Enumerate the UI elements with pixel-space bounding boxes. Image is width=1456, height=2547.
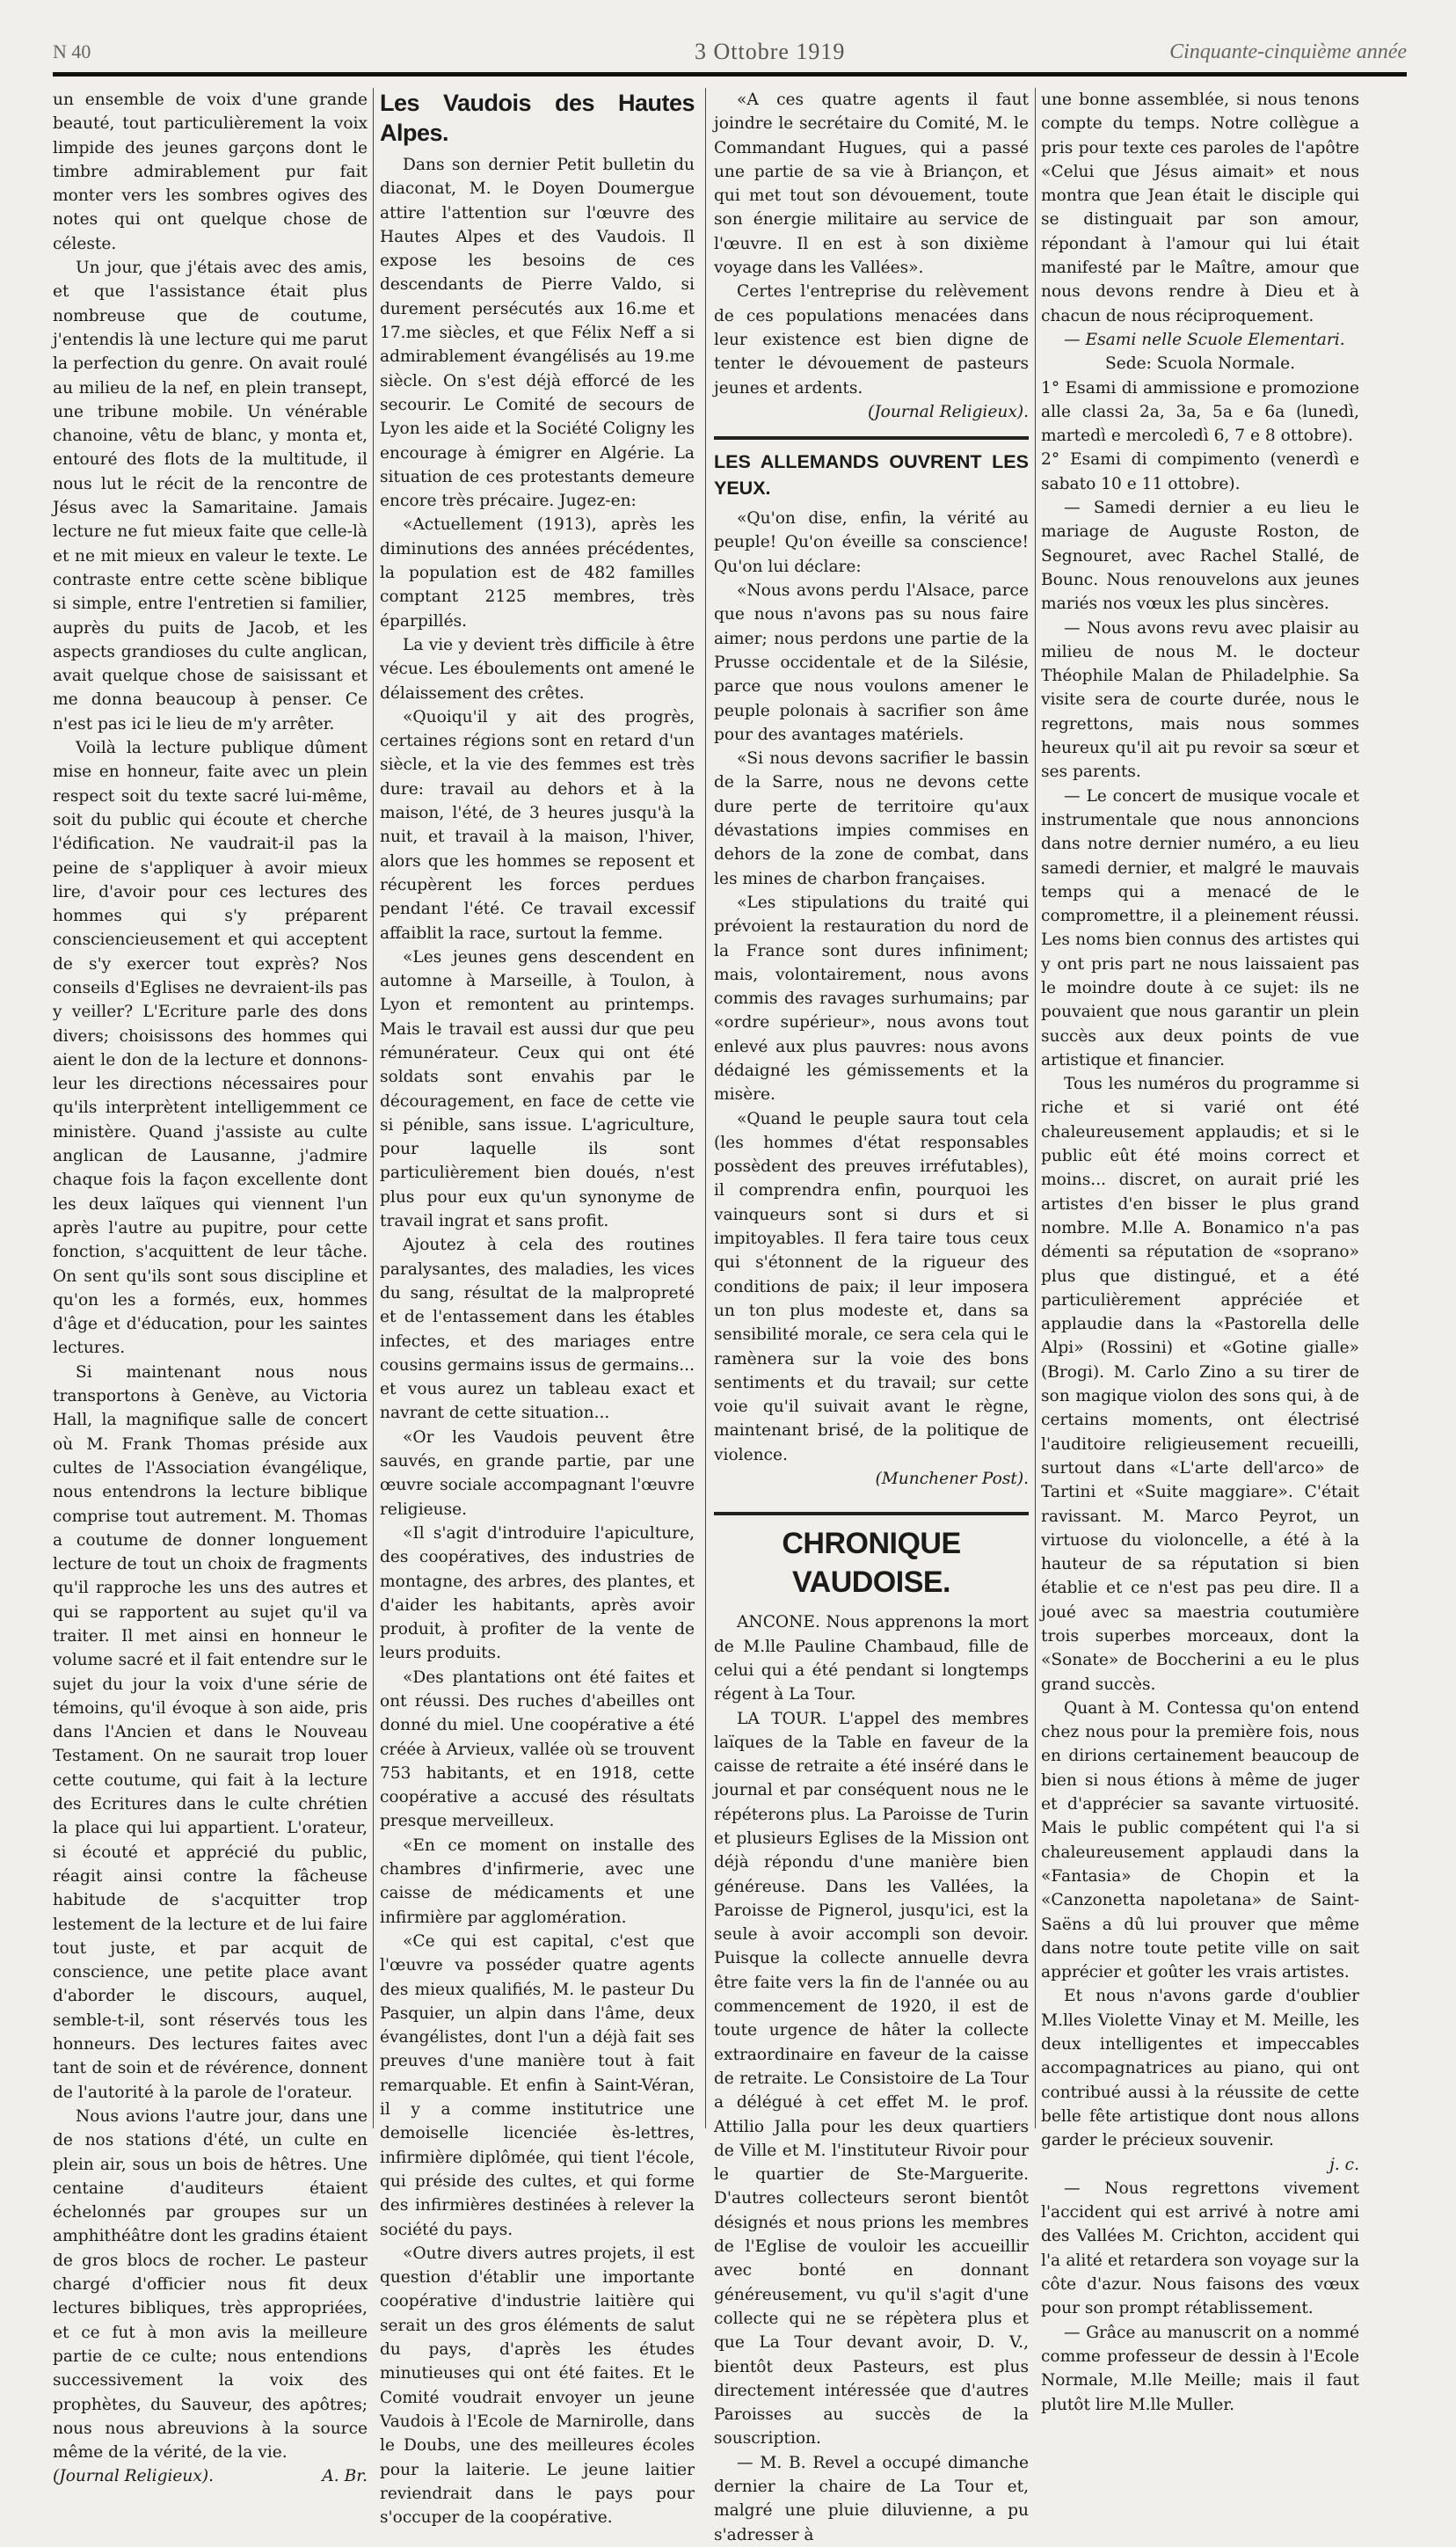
- paragraph: ANCONE. Nous apprenons la mort de M.lle Pauline Chambaud, fille de celui qui a été pendant si longtemps régent à La Tour.: [714, 1613, 1029, 1704]
- paragraph: «A ces quatre agents il faut joindre le secrétaire du Comité, M. le Commandant Hugues, qui a passé une partie de sa vie à Briançon, et qui met tout son dévouement, toute son énergie militaire au service de l'œuvre. Il en est à son dixième voyage dans les Vallées».: [714, 91, 1029, 278]
- paragraph: «Or les Vaudois peuvent être sauvés, en grande partie, par une œuvre sociale accompagnant l'œuvre religieuse.: [380, 1427, 695, 1519]
- paragraph: — M. B. Revel a occupé dimanche dernier la chaire de La Tour et, malgré une pluie diluvienne, a pu s'adresser à: [714, 2453, 1029, 2544]
- paragraph: LA TOUR. L'appel des membres laïques de la Table en faveur de la caisse de retraite a été inséré dans le journal et par conséquent nous ne le répéterons plus. La Paroisse de Turin et plusieurs Eglises de la Mission ont déjà répondu d'une manière bien généreuse. Dans les Vallées, la Paroisse de Pignerol, jusqu'ici, est la seule à avoir accompli son devoir. Puisque la collecte annuelle devra être faite vers la fin de l'année ou au commencement de 1920, il est de toute urgence de hâter la collecte extraordinaire en faveur de la caisse de retraite. Le Consistoire de La Tour a délégué à cet effet M. le prof. Attilio Jalla pour les deux quartiers de Ville et M. l'instituteur Rivoir pour le quartier de Ste-Marguerite. D'autres collecteurs seront bientôt désignés et nous prions les membres de l'Eglise de vouloir les accueillir avec bonté en donnant généreusement, vu qu'il s'agit d'une collecte qui ne se répètera plus et que La Tour devant avoir, D. V., bientôt deux Pasteurs, est plus directement intéressée que d'autres Paroisses au succès de la souscription.: [714, 1709, 1029, 2448]
- paragraph: «Les jeunes gens descendent en automne à Marseille, à Toulon, à Lyon et remontent au printemps. Mais le travail est aussi dur que peu rémunérateur. Ceux qui ont été soldats sont envahis par le découragement, en face de cette vie si pénible, sans issue. L'agriculture, pour laquelle ils sont particulièrement bien doués, n'est plus pour eux qu'un synonyme de travail ingrat et sans profit.: [380, 947, 695, 1231]
- paragraph: Voilà la lecture publique dûment mise en honneur, faite avec un plein respect soit du texte sacré lui-même, soit du public qui écoute et cherche l'édification. Ne vaudrait-il pas la peine de s'appliquer à avoir mieux lire, d'avoir pour ces lectures des hommes qui s'y préparent consciencieusement et qui acceptent de s'y exercer tout exprès? Nos conseils d'Eglises ne devraient-ils pas y veiller? L'Ecriture parle des dons divers; choisissons des hommes qui aient le don de la lecture et donnons-leur les directions nécessaires pour qu'ils interprètent intelligemment ce ministère. Quand j'assiste au culte anglican de Lausanne, j'admire chaque fois la façon excellente dont les deux laïques qui viennent l'un après l'autre au pupitre, pour cette fonction, s'acquittent de leur tâche. On sent qu'ils sont sous discipline et qu'on les a formés, eux, hommes d'âge et d'éducation, pour les saintes lectures.: [53, 739, 368, 1358]
- paragraph: «Des plantations ont été faites et ont réussi. Des ruches d'abeilles ont donné du miel. Une coopérative a été créée à Arvieux, vallée où se trouvent 753 habitants, et en 1918, cette coopérative a accusé des résultats presque merveilleux.: [380, 1668, 695, 1831]
- paragraph: Et nous n'avons garde d'oublier M.lles Violette Vinay et M. Meille, les deux intelligentes et impeccables accompagnatrices au piano, qui ont contribué aussi à la réussite de cette belle fête artistique dont nous allons garder le précieux souvenir.: [1041, 1987, 1359, 2150]
- paragraph: «Il s'agit d'introduire l'apiculture, des coopératives, des industries de montagne, des arbres, des plantes, et d'aider les habitants, après avoir produit, à profiter de la vente de leurs produits.: [380, 1523, 695, 1663]
- paragraph: Certes l'entreprise du relèvement de ces populations menacées dans leur existence est bien digne de tenter le dévouement de pasteurs jeunes et ardents.: [714, 282, 1029, 398]
- article-signature: [53, 2464, 368, 2488]
- paragraph: — Grâce au manuscrit on a nommé comme professeur de dessin à l'Ecole Normale, M.lle Meille; mais il faut plutôt lire M.lle Muller.: [1041, 2323, 1359, 2414]
- paragraph: — Nous avons revu avec plaisir au milieu de nous M. le docteur Théophile Malan de Philadelphie. Sa visite sera de courte durée, nous le regrettons, mais nous sommes heureux qu'il ait pu revoir sa sœur et ses parents.: [1041, 618, 1359, 782]
- article-headline: LES ALLEMANDS OUVRENT LES YEUX.: [714, 436, 1029, 501]
- paragraph: 1° Esami di ammissione e promozione alle classi 2a, 3a, 5a e 6a (lunedì, martedì e mercoledì 6, 7 e 8 ottobre).: [1041, 378, 1359, 446]
- paragraph: Ajoutez à cela des routines paralysantes, des maladies, les vices du sang, résultat de la malpropreté et de l'entassement dans les étables infectes, et des mariages entre cousins germains issus de germains... et vous aurez un tableau exact et navrant de cette situation...: [380, 1236, 695, 1423]
- paragraph: une bonne assemblée, si nous tenons compte du temps. Notre collègue a pris pour texte ces paroles de l'apôtre «Celui que Jésus aimait» et nous montra que Jean était le disciple qui se distinguait par son amour, répondant à l'amour qui lui était manifesté par le Maître, amour que nous devons rendre à Dieu et à chacun de nous réciproquement.: [1041, 91, 1359, 325]
- masthead: [53, 35, 1407, 77]
- paragraph: La vie y devient très difficile à être vécue. Les éboulements ont amené le délaissement des crêtes.: [380, 635, 695, 703]
- column-1: [53, 88, 368, 2486]
- paragraph: «Ce qui est capital, c'est que l'œuvre va posséder quatre agents des mieux qualifiés, M. le pasteur Du Pasquier, un alpin dans l'âme, deux évangélistes, dont l'un a déjà fait ses preuves d'une manière tout à fait remarquable. Et enfin à Saint-Véran, il y a comme institutrice une demoiselle licenciée ès-lettres, infirmière diplômée, qui tient l'école, qui préside des cultes, et qui forme des infirmières destinées à relever la société du pays.: [380, 1931, 695, 2239]
- paragraph: «En ce moment on installe des chambres d'infirmerie, avec une caisse de médicaments et une infirmière par agglomération.: [380, 1835, 695, 1927]
- article-author: A. Br.: [322, 2467, 368, 2486]
- paragraph: «Actuellement (1913), après les diminutions des années précédentes, la population est de 482 familles comptant 2125 membres, très éparpillés.: [380, 515, 695, 631]
- article-source: (Journal Religieux).: [53, 2467, 215, 2486]
- paragraph: un ensemble de voix d'une grande beauté, tout particulièrement la voix limpide des jeunes garçons dont le timbre admirablement pur fait monter vers les sombres ogives des notes qui ont quelque chose de céleste.: [53, 91, 368, 253]
- column-rule: [373, 88, 374, 2128]
- paragraph: Sede: Scuola Normale.: [1104, 354, 1296, 374]
- paragraph: «Outre divers autres projets, il est question d'établir une importante coopérative d'industrie laitière qui serait un des gros éléments de salut du pays, d'après les études minutieuses qui ont été faites. Et le Comité voudrait envoyer un jeune Vaudois à l'Ecole de Marnirolle, dans le Doubs, une des meilleures écoles pour la laiterie. Le jeune laitier reviendrait dans le pays pour s'occuper de la coopérative.: [380, 2244, 695, 2528]
- column-2: [380, 88, 695, 2528]
- paragraph: — Esami nelle Scuole Elementari.: [1064, 330, 1345, 349]
- paragraph: Quant à M. Contessa qu'on entend chez nous pour la première fois, nous en dirions certainement beaucoup de bien si nous étions à même de juger et d'apprécier sa savante virtuosité. Mais le public compétent qui l'a si chaleureusement applaudi dans la «Fantasia» de Chopin et la «Canzonetta napoletana» de Saint-Saëns a dû lui prouver que même dans notre toute petite ville on sait apprécier et goûter les vrais artistes.: [1041, 1698, 1359, 1982]
- paragraph: — Nous regrettons vivement l'accident qui est arrivé à notre ami des Vallées M. Crichton, accident qui l'a alité et retardera son voyage sur la côte d'azur. Nous faisons des vœux pour son prompt rétablissement.: [1041, 2178, 1359, 2318]
- paragraph: Tous les numéros du programme si riche et si varié ont été chaleureusement applaudis; et si le public eût été moins correct et moins... discret, on aurait prié les artistes d'en bisser le plus grand nombre. M.lle A. Bonamico n'a pas démenti sa réputation de «soprano» plus que distingué, et a été particulièrement appréciée et applaudie dans la «Pastorella delle Alpi» (Rossini) et «Gotine gialle» (Brogi). M. Carlo Zino a su tirer de son magique violon des sons qui, à de certains moments, ont électrisé l'auditoire religieusement recueilli, surtout dans «L'arte dell'arco» de Tartini et «Suite maggiare». C'était ravissant. M. Marco Peyrot, un virtuose du violoncelle, a été à la hauteur de sa réputation si bien établie et ce n'est pas peu dire. Il a joué avec sa maestria coutumière trois superbes morceaux, dont la «Sonate» de Boccherini a eu le plus grand succès.: [1041, 1075, 1359, 1694]
- paragraph: «Nous avons perdu l'Alsace, parce que nous n'avons pas su nous faire aimer; nous perdons une partie de la Prusse occidentale et de la Silésie, parce que nous voulons amener le peuple polonais à sacrifier son âme pour des avantages matériels.: [714, 581, 1029, 744]
- publication-year: Cinquante-cinquième année: [1169, 40, 1407, 63]
- paragraph: «Si nous devons sacrifier le bassin de la Sarre, nous ne devons cette dure perte de territoire qu'aux dévastations impies commises en dehors de la zone de combat, dans les mines de charbon françaises.: [714, 749, 1029, 888]
- paragraph: Nous avions l'autre jour, dans une de nos stations d'été, un culte en plein air, sous un bois de hêtres. Une centaine d'auditeurs étaient échelonnés par groupes sur un amphithéâtre dont les gradins étaient de gros blocs de rocher. Le pasteur chargé d'officier nous fit deux lectures bibliques, très appropriées, et ce fut à mon avis la meilleure partie de ce culte; nous entendions successivement la voix des prophètes, du Sauveur, des apôtres; nous nous abreuvions à la source même de la vérité, de la vie.: [53, 2106, 368, 2463]
- paragraph: «Quand le peuple saura tout cela (les hommes d'état responsables possèdent des preuves irréfutables), il comprendra enfin, pourquoi les vainqueurs sont si durs et si impitoyables. Il fera taire tous ceux qui s'étonnent de la rigueur des conditions de paix; il leur imposera un ton plus modeste et, dans sa sensibilité morale, ce sera cela qui le ramènera sur la voie des bons sentiments et du travail; sur cette voie qu'il suivait avant le règne, maintenant brisé, de la politique de violence.: [714, 1109, 1029, 1464]
- column-4: [1041, 88, 1359, 2414]
- article-source: (Journal Religieux).: [867, 402, 1029, 421]
- section-headline: CHRONIQUE VAUDOISE.: [714, 1512, 1029, 1602]
- article-headline: Les Vaudois des Hautes Alpes.: [380, 90, 695, 146]
- article-signature: j. c.: [1329, 2155, 1359, 2174]
- column-rule: [705, 88, 706, 2128]
- paragraph: — Samedi dernier a eu lieu le mariage de Auguste Roston, de Segnouret, avec Rachel Stallé, de Bounc. Nous renouvelons aux jeunes mariés nos vœux les plus sincères.: [1041, 499, 1359, 614]
- paragraph: Dans son dernier Petit bulletin du diaconat, M. le Doyen Doumergue attire l'attention sur l'œuvre des Hautes Alpes et des Vaudois. Il expose les besoins de ces descendants de Pierre Valdo, si durement persécutés aux 16.me et 17.me siècles, et que Félix Neff a si admirablement évangélisés au 19.me siècle. On s'est déjà efforcé de les secourir. Le Comité de secours de Lyon les aide et la Société Coligny les encourage à émigrer en Algérie. La situation de ces protestants demeure encore très précaire. Jugez-en:: [380, 156, 695, 511]
- paragraph: «Les stipulations du traité qui prévoient la restauration du nord de la France sont dures infiniment; mais, volontairement, nous avons commis des ravages surhumains; par «ordre supérieur», nous avons tout enlevé aux plus pauvres: nous avons dédaigné les gémissements et la misère.: [714, 893, 1029, 1105]
- column-3: [714, 88, 1029, 2544]
- paragraph: «Qu'on dise, enfin, la vérité au peuple! Qu'on éveille sa conscience! Qu'on lui déclare:: [714, 509, 1029, 576]
- paragraph: 2° Esami di compimento (venerdì e sabato 10 e 11 ottobre).: [1041, 450, 1359, 493]
- paragraph: «Quoiqu'il y ait des progrès, certaines régions sont en retard d'un siècle, et la vie des femmes est très dure: travail au dehors et à la maison, l'été, de 3 heures jusqu'à la nuit, et travail à la maison, l'hiver, alors que les hommes se reposent et récupèrent les forces perdues pendant l'été. Ce travail excessif affaiblit la race, surtout la femme.: [380, 707, 695, 943]
- paragraph: Un jour, que j'étais avec des amis, et que l'assistance était plus nombreuse que de coutume, j'entendis là une lecture qui me parut la perfection du genre. On avait roulé au milieu de la nef, en plein transept, une tribune mobile. Un vénérable chanoine, vêtu de blanc, y monta et, entouré des flots de la multitude, il nous lut le récit de la rencontre de Jésus avec la Samaritaine. Jamais lecture ne fut mieux faite que celle-là et ne mit mieux en valeur le texte. Le contraste entre cette scène biblique si simple, entre l'entretien si familier, auprès du puits de Jacob, et les aspects grandioses du culte anglican, avait quelque chose de saisissant et me donna beaucoup à penser. Ce n'est pas ici le lieu de m'y arrêter.: [53, 259, 368, 733]
- page-number: N 40: [53, 40, 91, 62]
- issue-date: 3 Ottobre 1919: [695, 39, 846, 64]
- column-rule: [1035, 88, 1036, 2128]
- paragraph: — Le concert de musique vocale et instrumentale que nous annoncions dans notre dernier numéro, a eu lieu samedi dernier, et malgré le mauvais temps qui a menacé de le compromettre, il a pleinement réussi. Les noms bien connus des artistes qui y ont pris part ne nous laissaient pas le moindre doute à ce sujet: ils ne pouvaient que nous garantir un plein succès aux deux points de vue artistique et financier.: [1041, 786, 1359, 1069]
- paragraph: Si maintenant nous nous transportons à Genève, au Victoria Hall, la magnifique salle de concert où M. Frank Thomas préside aux cultes de l'Association évangélique, nous entendrons la lecture biblique comprise tout autrement. M. Thomas a coutume de donner longuement lecture de tout un choix de fragments qu'il rapproche les uns des autres et qui se rapportent au sujet qu'il va traiter. Il met ainsi en honneur le volume sacré et il fait entendre sur le sujet du jour la voix d'une série de témoins, qu'il évoque à son aide, pris dans l'Ancien et dans le Nouveau Testament. On ne saurait trop louer cette coutume, qui fait à la lecture des Ecritures dans le culte chrétien la place qui lui appartient. L'orateur, si écouté et apprécié du public, réagit ainsi contre la fâcheuse habitude de s'acquitter trop lestement de la lecture et de lui faire tout juste, et par acquit de conscience, une petite place avant d'aborder le discours, auquel, semble-t-il, sont réservés tous les honneurs. Des lectures faites avec tant de soin et de révérence, donnent de l'autorité à la parole de l'orateur.: [53, 1362, 368, 2102]
- article-source: (Munchener Post).: [875, 1470, 1029, 1489]
